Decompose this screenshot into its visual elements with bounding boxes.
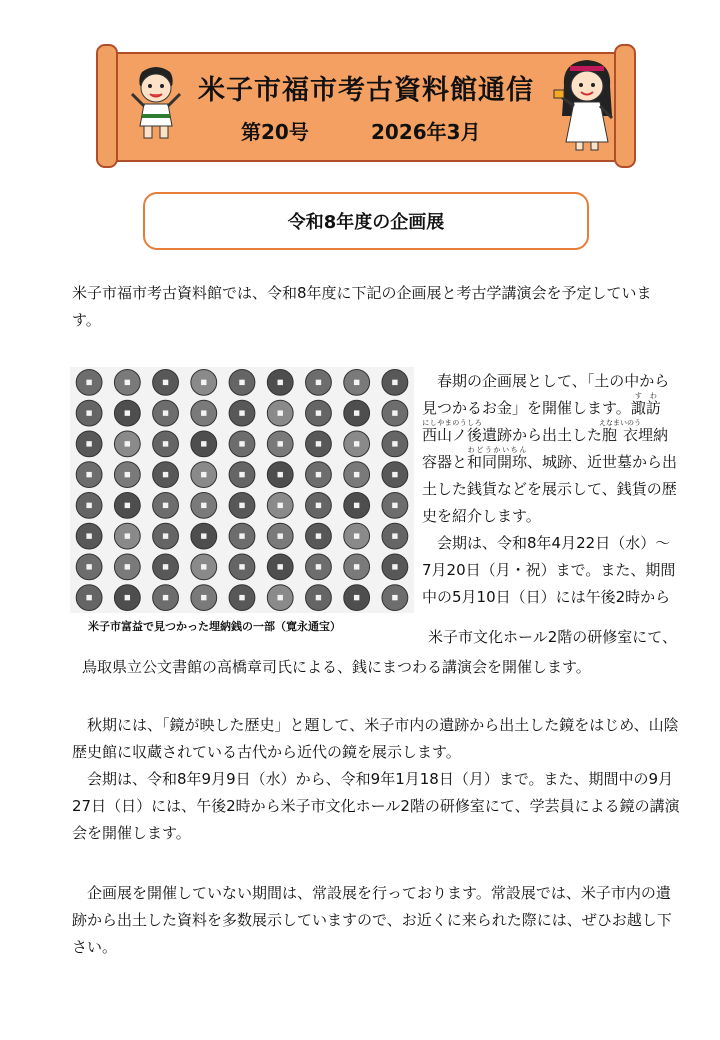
coin <box>76 585 102 611</box>
coin <box>229 369 255 395</box>
coin <box>306 369 332 395</box>
coin <box>306 462 332 488</box>
coin <box>114 554 140 580</box>
section-title: 令和8年度の企画展 <box>287 212 445 233</box>
coin <box>306 554 332 580</box>
coin <box>114 462 140 488</box>
coin <box>76 523 102 549</box>
coin <box>267 462 293 488</box>
spring-tail <box>82 654 682 681</box>
coin <box>344 585 370 611</box>
spring-venue-text: 米子市文化ホール2階の研修室にて、 <box>428 628 677 646</box>
issue-date: 2026年3月 <box>371 120 481 144</box>
coin <box>153 554 179 580</box>
coin <box>344 554 370 580</box>
coin <box>382 369 408 395</box>
spring-line1: 春期の企画展として、「土の中から見つかるお金」を開催します。 <box>422 372 670 417</box>
spring-tail-text: 鳥取県立公文書館の高橋章司氏による、銭にまつわる講演会を開催します。 <box>82 658 591 676</box>
coin <box>76 431 102 457</box>
coin <box>114 431 140 457</box>
coin <box>382 492 408 518</box>
coin <box>153 523 179 549</box>
coin <box>229 492 255 518</box>
girl-mascot-icon <box>552 56 622 152</box>
coins-photo <box>70 367 414 613</box>
coin <box>267 554 293 580</box>
coin <box>229 431 255 457</box>
coin <box>191 492 217 518</box>
image-caption: 米子市富益で見つかった埋納銭の一部（寛永通宝） <box>88 620 341 633</box>
coin <box>191 523 217 549</box>
autumn-p2: 会期は、令和8年9月9日（水）から、令和9年1月18日（月）まで。また、期間中の9月27日（日）には、午後2時から米子市文化ホール2階の研修室にて、学芸員による鏡の講演会を開催します。 <box>72 770 680 842</box>
spring-period: 会期は、令和8年4月22日（水）〜7月20日（月・祝）まで。また、期間中の5月10日（日）には午後2時から <box>422 534 676 606</box>
coin <box>382 462 408 488</box>
coin <box>382 400 408 426</box>
coin <box>114 369 140 395</box>
spring-venue <box>428 624 688 651</box>
coin <box>267 431 293 457</box>
coin <box>76 462 102 488</box>
issue-number: 第20号 <box>241 120 309 144</box>
coin <box>344 400 370 426</box>
spring-paragraph <box>422 368 678 611</box>
coin <box>153 585 179 611</box>
coin <box>114 400 140 426</box>
coin <box>229 462 255 488</box>
coin <box>306 431 332 457</box>
coin <box>191 554 217 580</box>
coin <box>306 492 332 518</box>
coin <box>344 492 370 518</box>
spring-seg-b: 埋納容器と <box>422 426 669 471</box>
coin <box>114 523 140 549</box>
coin <box>382 523 408 549</box>
boy-mascot-icon <box>128 64 184 142</box>
coin <box>344 523 370 549</box>
coin <box>191 431 217 457</box>
coin <box>76 554 102 580</box>
coin <box>267 400 293 426</box>
coin <box>382 585 408 611</box>
coin <box>344 431 370 457</box>
coin <box>229 400 255 426</box>
coin <box>344 369 370 395</box>
autumn-paragraph <box>72 712 680 847</box>
coin <box>382 431 408 457</box>
ruby-nishiyama: 西山ノ後にしやまのうしろ <box>422 419 483 444</box>
coin <box>267 585 293 611</box>
coin <box>229 554 255 580</box>
coin <box>344 462 370 488</box>
intro-paragraph <box>72 280 680 334</box>
permanent-paragraph <box>72 880 680 961</box>
coin <box>153 369 179 395</box>
ruby-ena: 胞衣えなまいのう <box>599 419 642 444</box>
coin <box>76 400 102 426</box>
coin <box>191 462 217 488</box>
coin <box>267 492 293 518</box>
coin <box>191 400 217 426</box>
coin <box>76 369 102 395</box>
coin <box>229 585 255 611</box>
coin <box>153 400 179 426</box>
coin <box>229 523 255 549</box>
coin <box>76 492 102 518</box>
coin <box>267 523 293 549</box>
ruby-wadokaichin: 和同開珎わどうかいちん <box>467 446 528 471</box>
coin <box>191 585 217 611</box>
coin <box>114 585 140 611</box>
coin <box>153 462 179 488</box>
section-heading <box>143 192 589 250</box>
spring-seg-a: 遺跡から出土した <box>482 426 603 444</box>
autumn-p1: 秋期には、「鏡が映した歴史」と題して、米子市内の遺跡から出土した鏡をはじめ、山陰歴史館に収蔵されている古代から近代の鏡を展示します。 <box>72 716 679 761</box>
coin <box>114 492 140 518</box>
ruby-suwa: 諏訪すわ <box>630 392 661 417</box>
coin <box>267 369 293 395</box>
permanent-text: 企画展を開催していない期間は、常設展を行っております。常設展では、米子市内の遺跡から出土した資料を多数展示していますので、お近くに来られた際には、ぜひお越し下さい。 <box>72 884 672 956</box>
coin <box>153 431 179 457</box>
coin <box>191 369 217 395</box>
coin <box>306 400 332 426</box>
coin <box>306 523 332 549</box>
newsletter-title: 米子市福市考古資料館通信 <box>198 75 534 106</box>
intro-text: 米子市福市考古資料館では、令和8年度に下記の企画展と考古学講演会を予定しています。 <box>72 284 652 329</box>
spring-seg-c: 、城跡、近世墓から出土した銭貨などを展示して、銭貨の歴史を紹介します。 <box>422 453 678 525</box>
coin <box>153 492 179 518</box>
coin <box>382 554 408 580</box>
coin <box>306 585 332 611</box>
